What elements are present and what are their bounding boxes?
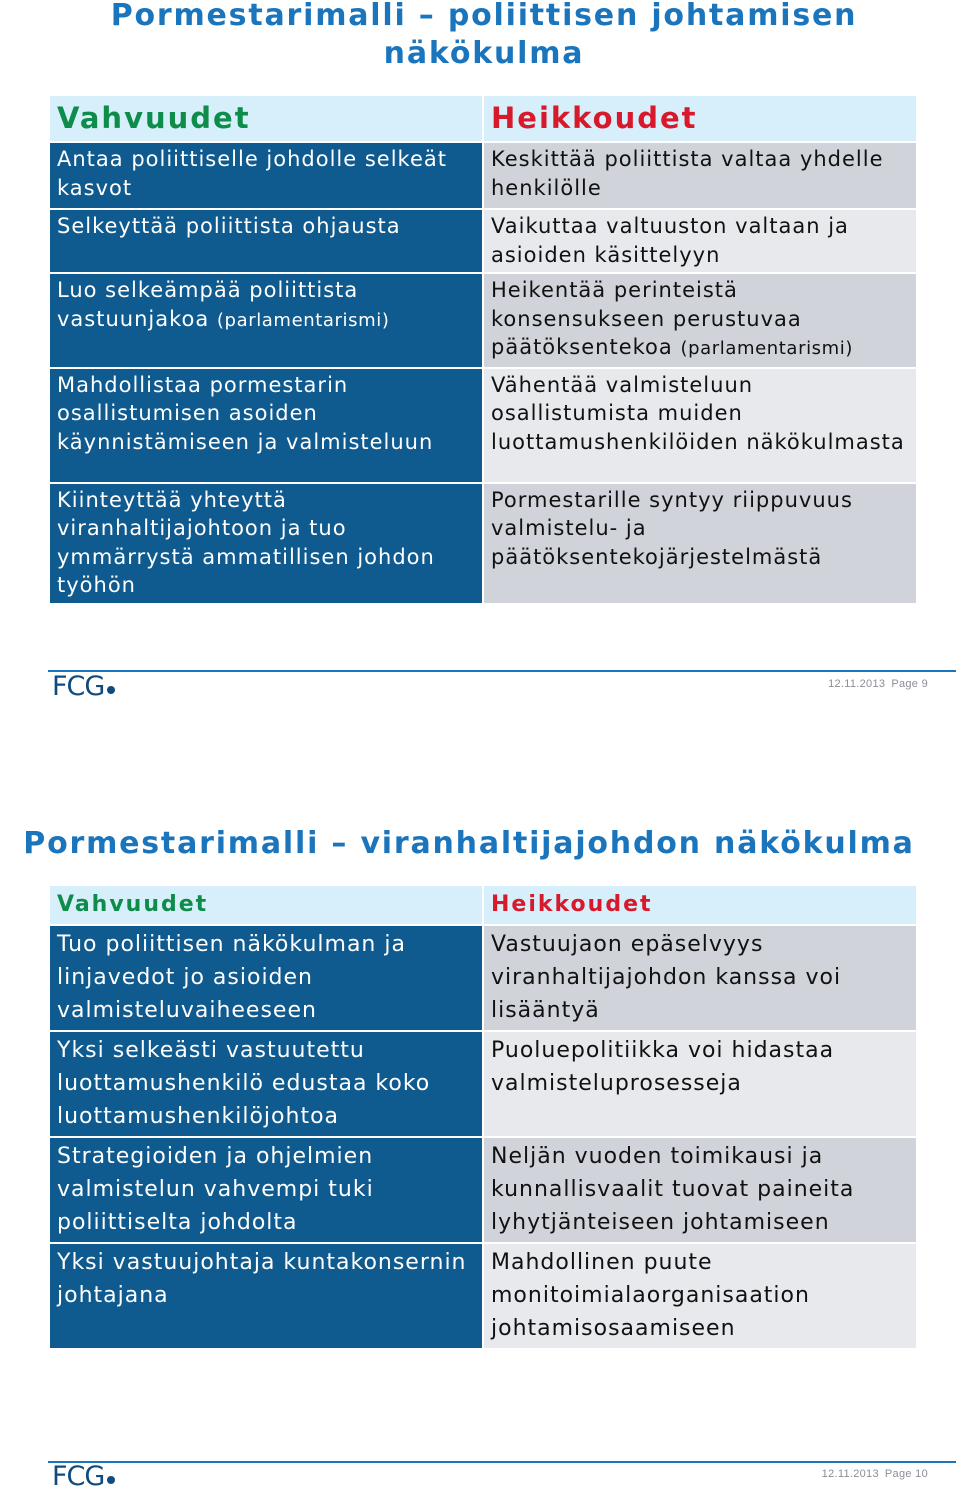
footer-divider (48, 670, 956, 672)
weakness-cell: Mahdollinen puute monitoimialaorganisaation johtamisosaamiseen (483, 1243, 917, 1349)
weakness-cell: Vaikuttaa valtuuston valtaan ja asioiden käsittelyyn (483, 209, 917, 273)
fcg-logo: FCG (52, 673, 115, 701)
table-row (49, 142, 917, 209)
strength-cell: Luo selkeämpää poliittista vastuunjakoa (parlamentarismi) (49, 273, 483, 368)
table-row (49, 483, 917, 604)
weakness-cell: Vähentää valmisteluun osallistumista muiden luottamushenkilöiden näkökulmasta (483, 368, 917, 483)
strengths-weaknesses-table (48, 884, 918, 1350)
footer-divider (48, 1461, 956, 1463)
table-header-row (49, 95, 917, 142)
table-row (49, 925, 917, 1031)
weaknesses-header: Heikkoudet (483, 95, 917, 142)
slide-title: Pormestarimalli – viranhaltijajohdon näkökulma (23, 826, 915, 861)
slide-page-number: Page 9 (891, 678, 928, 690)
page-info (816, 1468, 928, 1480)
table-header-row (49, 885, 917, 925)
strengths-header: Vahvuudet (49, 95, 483, 142)
fcg-logo: FCG (52, 1463, 115, 1491)
strength-cell: Yksi vastuujohtaja kuntakonsernin johtajana (49, 1243, 483, 1349)
strength-cell: Kiinteyttää yhteyttä viranhaltijajohtoon ja tuo ymmärrystä ammatillisen johdon työhön (49, 483, 483, 604)
table-row (49, 1137, 917, 1243)
weaknesses-header: Heikkoudet (483, 885, 917, 925)
strength-cell: Selkeyttää poliittista ohjausta (49, 209, 483, 273)
weakness-cell: Vastuujaon epäselvyys viranhaltijajohdon kanssa voi lisääntyä (483, 925, 917, 1031)
slide-date: 12.11.2013 (821, 1468, 879, 1480)
strengths-weaknesses-table (48, 94, 918, 605)
weakness-cell: Pormestarille syntyy riippuvuus valmistelu- ja päätöksentekojärjestelmästä (483, 483, 917, 604)
strengths-header: Vahvuudet (49, 885, 483, 925)
strength-cell: Yksi selkeästi vastuutettu luottamushenkilö edustaa koko luottamushenkilöjohtoa (49, 1031, 483, 1137)
strength-cell: Strategioiden ja ohjelmien valmistelun vahvempi tuki poliittiselta johdolta (49, 1137, 483, 1243)
page-info (822, 678, 928, 690)
table-row (49, 273, 917, 368)
weakness-cell: Puoluepolitiikka voi hidastaa valmisteluprosesseja (483, 1031, 917, 1137)
strength-cell: Mahdollistaa pormestarin osallistumisen asoiden käynnistämiseen ja valmisteluun (49, 368, 483, 483)
strength-cell: Tuo poliittisen näkökulman ja linjavedot jo asioiden valmisteluvaiheeseen (49, 925, 483, 1031)
table-row (49, 1031, 917, 1137)
table-row (49, 368, 917, 483)
slide-page-number: Page 10 (884, 1468, 928, 1480)
weakness-cell: Neljän vuoden toimikausi ja kunnallisvaalit tuovat paineita lyhytjänteiseen johtamiseen (483, 1137, 917, 1243)
weakness-cell: Heikentää perinteistä konsensukseen perustuvaa päätöksentekoa (parlamentarismi) (483, 273, 917, 368)
weakness-cell: Keskittää poliittista valtaa yhdelle henkilölle (483, 142, 917, 209)
table-row (49, 209, 917, 273)
slide-title: Pormestarimalli – poliittisen johtamisen näkökulma (110, 0, 858, 71)
strength-cell: Antaa poliittiselle johdolle selkeät kasvot (49, 142, 483, 209)
slide-date: 12.11.2013 (828, 678, 886, 690)
table-row (49, 1243, 917, 1349)
slide-10 (0, 747, 960, 1494)
